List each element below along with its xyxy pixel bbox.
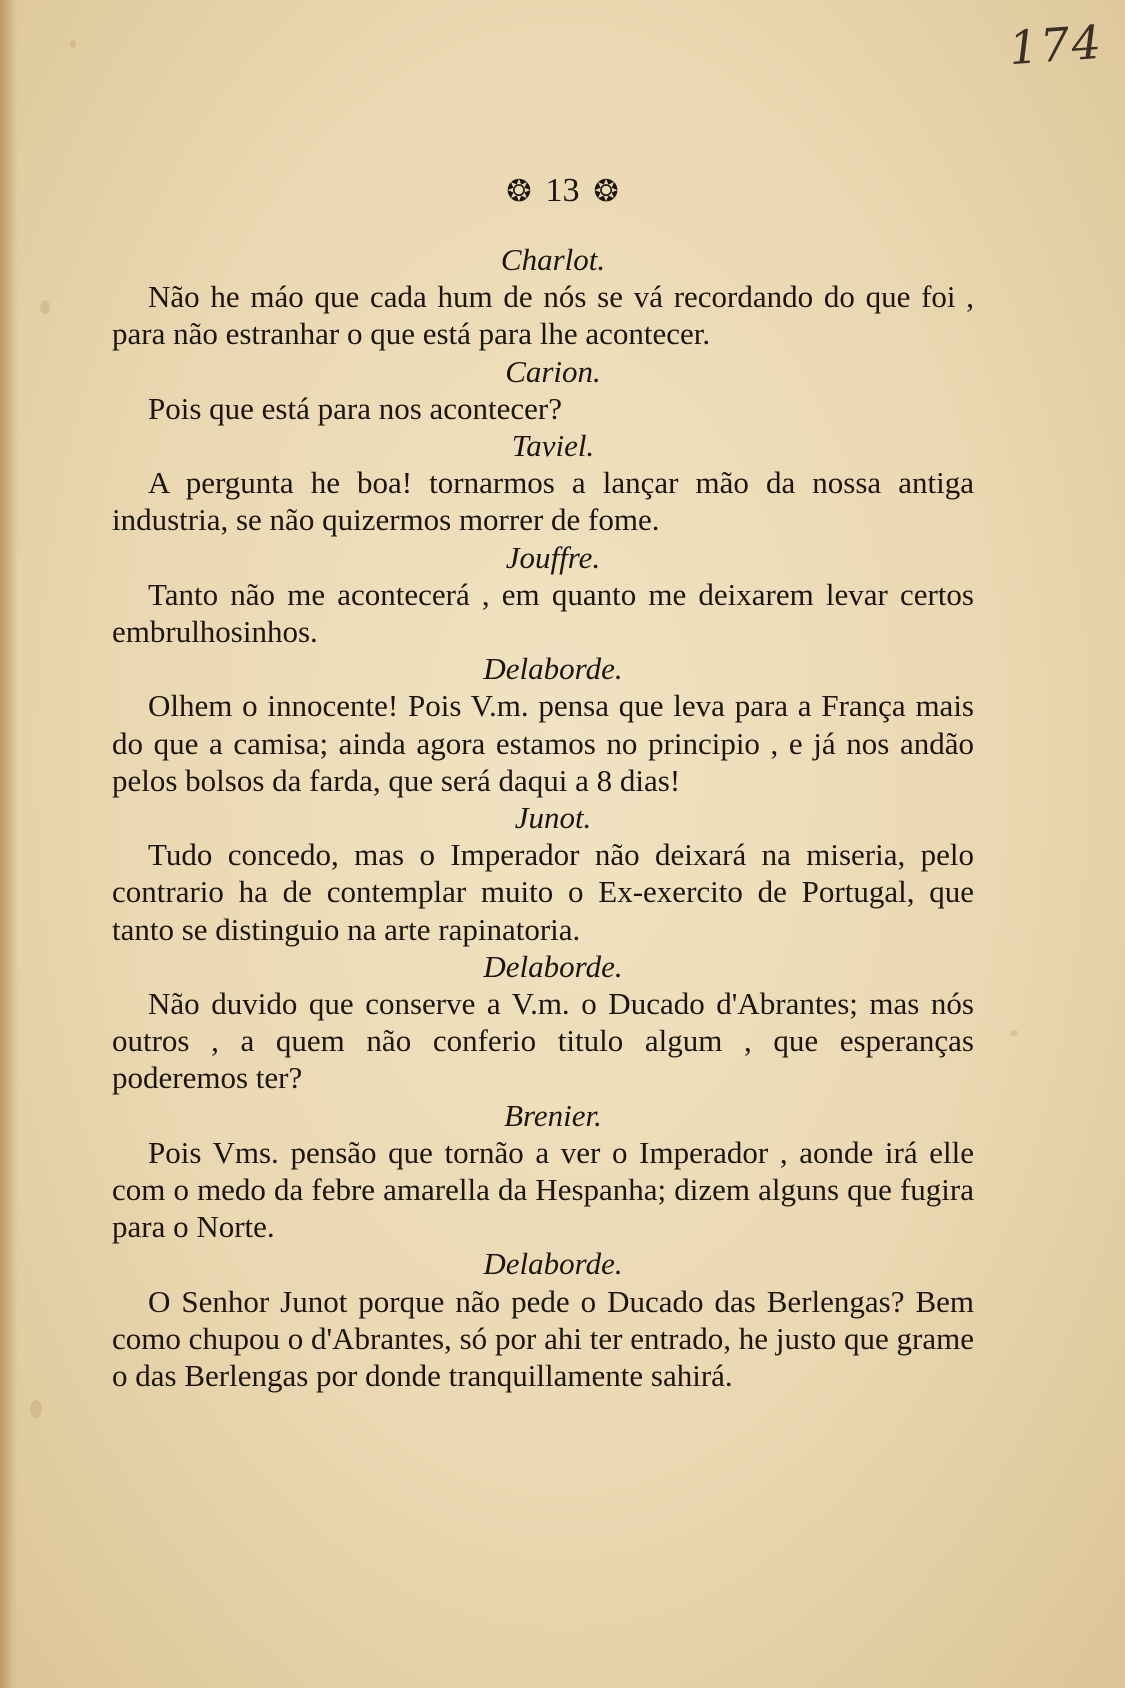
speech-paragraph: Não he máo que cada hum de nós se vá recordando do que foi , para não estranhar o que está para lhe acontecer. <box>112 279 974 352</box>
speaker-name: Delaborde. <box>483 948 623 984</box>
speaker-name: Taviel. <box>511 428 595 464</box>
paper-stain <box>1010 1030 1018 1036</box>
speaker-name: Jouffre. <box>505 539 601 575</box>
speech-paragraph: Pois que está para nos acontecer? <box>148 390 563 426</box>
ornament-icon: ❂ <box>593 174 619 208</box>
speech-paragraph: A pergunta he boa! tornarmos a lançar mão da nossa antiga industria, se não quizermos morrer de fome. <box>112 465 974 538</box>
page-header <box>0 172 1125 210</box>
speech-paragraph: Olhem o innocente! Pois V.m. pensa que leva para a França mais do que a camisa; ainda agora estamos no principio , e já nos andão pelos bolsos da farda, que será daqui a 8 dias! <box>112 688 974 798</box>
paper-stain <box>30 1400 42 1418</box>
ornament-icon: ❂ <box>506 174 532 208</box>
paper-stain <box>70 40 76 48</box>
speech-paragraph: O Senhor Junot porque não pede o Ducado das Berlengas? Bem como chupou o d'Abrantes, só por ahi ter entrado, he justo que grame o das Berlengas por donde tranquillamente sahirá. <box>112 1283 974 1394</box>
paper-stain <box>40 300 50 314</box>
speech-paragraph: Não duvido que conserve a V.m. o Ducado d'Abrantes; mas nós outros , a quem não conferio titulo algum , que esperanças poderemos ter? <box>112 986 974 1096</box>
speaker-name: Carion. <box>505 353 601 389</box>
speech-paragraph: Pois Vms. pensão que tornão a ver o Imperador , aonde irá elle com o medo da febre amarella da Hespanha; dizem alguns que fugira para o Norte. <box>112 1134 974 1245</box>
speaker-name: Junot. <box>514 800 592 836</box>
speech-paragraph: Tudo concedo, mas o Imperador não deixará na miseria, pelo contrario ha de contemplar muito o Ex-exercito de Portugal, que tanto se distinguio na arte rapinatoria. <box>112 837 974 947</box>
speaker-name: Brenier. <box>504 1097 602 1133</box>
speech-paragraph: Tanto não me acontecerá , em quanto me deixarem levar certos embrulhosinhos. <box>112 576 974 650</box>
page-number: 13 <box>545 172 580 209</box>
speaker-name: Delaborde. <box>483 651 623 687</box>
folio-number: 174 <box>1007 14 1105 76</box>
speaker-name: Delaborde. <box>483 1246 623 1282</box>
dialogue-text <box>112 241 974 1394</box>
speaker-name: Charlot. <box>500 242 606 277</box>
page-edge-shadow <box>0 0 18 1688</box>
